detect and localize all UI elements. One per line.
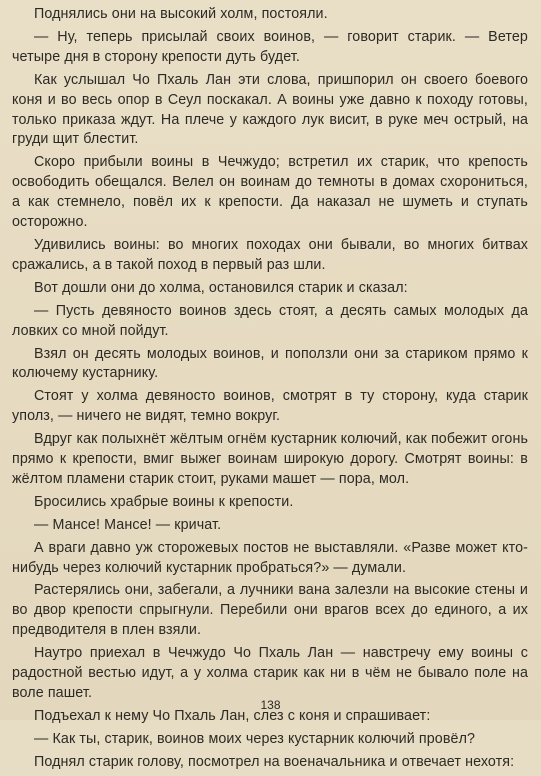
paragraph: Растерялись они, забегали, а лучники вана залезли на высокие стены и во двор крепости спрыгнули. Перебили они врагов всех до единого, а их предводителя в плен взяли. [12, 582, 528, 639]
paragraph: Стоят у холма девяносто воинов, смотрят в ту сторону, куда старик уполз, — ничего не видят, темно вокруг. [12, 388, 528, 425]
paragraph: Вдруг как полыхнёт жёлтым огнём кустарник колючий, как побежит огонь прямо к крепости, вмиг выжег воинам широкую дорогу. Смотрят воины: в жёлтом пламени старик стоит, руками машет — пора, мол. [12, 431, 528, 487]
paragraph: Вот дошли они до холма, остановился старик и сказал: [34, 279, 408, 296]
paragraph: Бросились храбрые воины к крепости. [34, 493, 294, 510]
paragraph: Взял он десять молодых воинов, и поползли они за стариком прямо к колючему кустарнику. [12, 345, 528, 382]
paragraph: — Мансе! Мансе! — кричат. [34, 516, 222, 533]
paragraph: Подъехал к нему Чо Пхаль Лан, слез с коня и спрашивает: [34, 707, 431, 724]
page-text [12, 5, 528, 776]
paragraph: Как услышал Чо Пхаль Лан эти слова, пришпорил он своего боевого коня и во весь опор в Сеул поскакал. А воины уже давно к походу готовы, только приказа ждут. На плече у каждого лук висит, в руке меч острый, на груди щит блестит. [12, 71, 528, 148]
paragraph: Скоро прибыли воины в Чечжудо; встретил их старик, что крепость освободить обещался. Велел он воинам до темноты в домах схорониться, а как стемнело, повёл их к крепости. Да наказал не шуметь и ступать осторожно. [12, 154, 528, 231]
paragraph: — Ну, теперь присылай своих воинов, — говорит старик. — Ветер четыре дня в сторону крепости дуть будет. [12, 28, 528, 65]
paragraph: А враги давно уж сторожевых постов не выставляли. «Разве может кто-нибудь через колючий кустарник пробраться?» — думали. [12, 539, 528, 576]
paragraph: Удивились воины: во многих походах они бывали, во многих битвах сражались, а в такой поход в первый раз шли. [12, 236, 528, 273]
paragraph: — Как ты, старик, воинов моих через кустарник колючий провёл? [34, 730, 476, 747]
paragraph: Поднялись они на высокий холм, постояли. [34, 6, 328, 22]
paragraph: Поднял старик голову, посмотрел на военачальника и отвечает нехотя: [34, 753, 515, 770]
paragraph: — Пусть девяносто воинов здесь стоят, а десять самых молодых да ловких со мной пойдут. [12, 302, 528, 339]
page-number: 138 [260, 698, 281, 712]
paragraph: Наутро приехал в Чечжудо Чо Пхаль Лан — навстречу ему воины с радостной вестью идут, а у холма старик как ни в чём не бывало поле на воле пашет. [12, 645, 528, 701]
